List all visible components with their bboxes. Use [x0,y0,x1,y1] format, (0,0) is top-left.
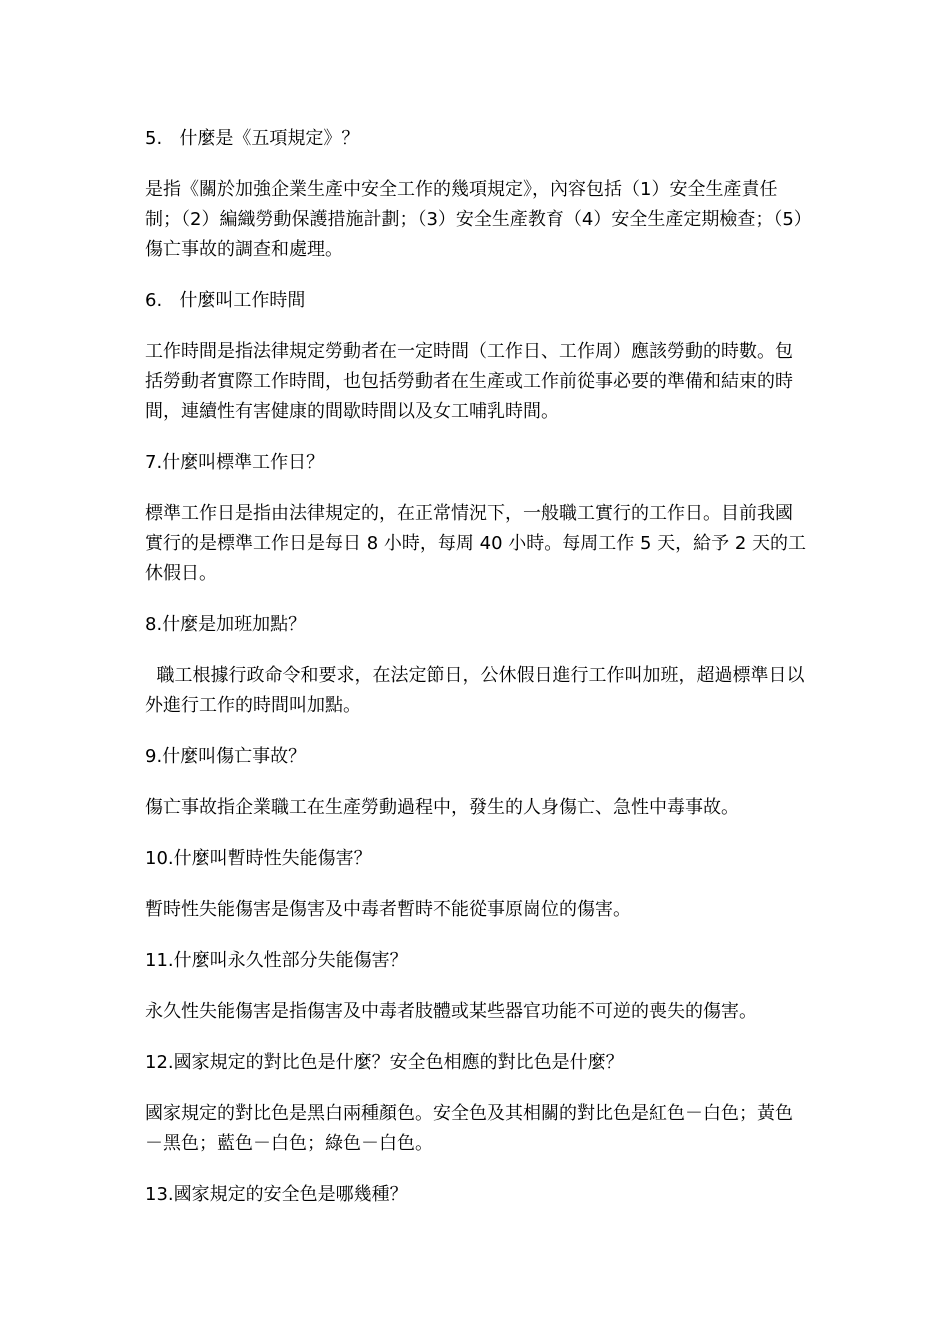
question-10-answer: 暫時性失能傷害是傷害及中毒者暫時不能從事原崗位的傷害。 [145,899,631,920]
question-9-heading: 9.什麼叫傷亡事故？ [145,746,307,767]
question-11-heading: 11.什麼叫永久性部分失能傷害？ [145,950,408,971]
question-9-answer: 傷亡事故指企業職工在生產勞動過程中，發生的人身傷亡、急性中毒事故。 [145,797,739,818]
question-8-heading: 8.什麼是加班加點？ [145,614,307,635]
question-11-answer: 永久性失能傷害是指傷害及中毒者肢體或某些器官功能不可逆的喪失的傷害。 [145,1001,757,1022]
question-12-heading: 12.國家規定的對比色是什麼？安全色相應的對比色是什麼？ [145,1052,624,1073]
question-7-answer: 標準工作日是指由法律規定的，在正常情況下，一般職工實行的工作日。目前我國實行的是標準工作日是每日 8 小時，每周 40 小時。每周工作 5 天，給予 2 天的工休假日。 [145,503,807,584]
question-7-heading: 7.什麼叫標準工作日？ [145,452,325,473]
question-5-heading: 5. 什麼是《五項規定》？ [145,128,360,149]
question-5-answer: 是指《關於加強企業生產中安全工作的幾項規定》，內容包括（1）安全生產責任制；（2）編織勞動保護措施計劃；（3）安全生產教育（4）安全生產定期檢查；（5）傷亡事故的調查和處理。 [145,179,803,260]
question-8-answer: 職工根據行政命令和要求，在法定節日，公休假日進行工作叫加班，超過標準日以外進行工作的時間叫加點。 [145,665,805,716]
document-content [145,124,810,1231]
question-12-answer: 國家規定的對比色是黑白兩種顏色。安全色及其相關的對比色是紅色－白色；黃色－黑色；藍色－白色；綠色－白色。 [145,1103,793,1154]
question-6-heading: 6. 什麼叫工作時間 [145,290,306,311]
question-6-answer: 工作時間是指法律規定勞動者在一定時間（工作日、工作周）應該勞動的時數。包括勞動者實際工作時間，也包括勞動者在生產或工作前從事必要的準備和結束的時間，連續性有害健康的間歇時間以及女工哺乳時間。 [145,341,793,422]
question-10-heading: 10.什麼叫暫時性失能傷害？ [145,848,372,869]
question-13-heading: 13.國家規定的安全色是哪幾種？ [145,1184,408,1205]
